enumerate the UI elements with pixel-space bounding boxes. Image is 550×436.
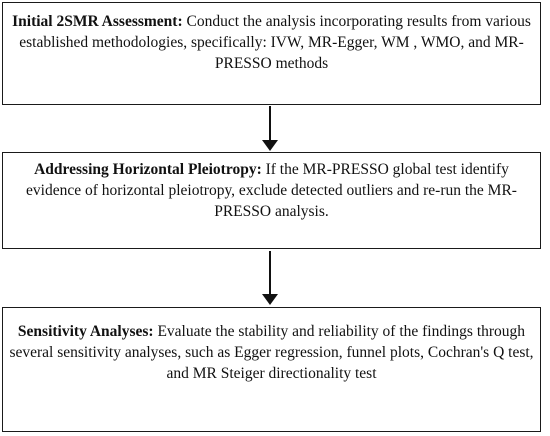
flow-arrow-down: [262, 106, 278, 152]
step-description: If the MR-PRESSO global test identify evidence of horizontal pleiotropy, exclude detected outliers and re-run the MR-PRESSO analysis.: [26, 161, 517, 220]
arrow-head-icon: [262, 140, 278, 151]
flow-arrow-down: [262, 251, 278, 306]
step-description: Conduct the analysis incorporating results from various established methodologies, specifically: IVW, MR-Egger, WM , WMO, and MR-PRESSO methods: [19, 13, 531, 72]
step-box-sensitivity-analyses: [2, 307, 541, 432]
arrow-head-icon: [262, 294, 278, 305]
step-text: [3, 321, 540, 384]
step-text: [3, 159, 540, 222]
arrow-shaft: [269, 106, 271, 142]
step-title: Initial 2SMR Assessment:: [12, 13, 183, 30]
step-text: [3, 11, 540, 74]
step-description: Evaluate the stability and reliability of the findings through several sensitivity analyses, such as Egger regression, funnel plots, Cochran's Q test, and MR Steiger directionality test: [9, 323, 534, 382]
step-box-horizontal-pleiotropy: [2, 152, 541, 249]
arrow-shaft: [269, 251, 271, 296]
step-title: Addressing Horizontal Pleiotropy:: [34, 161, 262, 178]
step-title: Sensitivity Analyses:: [17, 323, 154, 340]
step-box-initial-assessment: [2, 2, 541, 105]
